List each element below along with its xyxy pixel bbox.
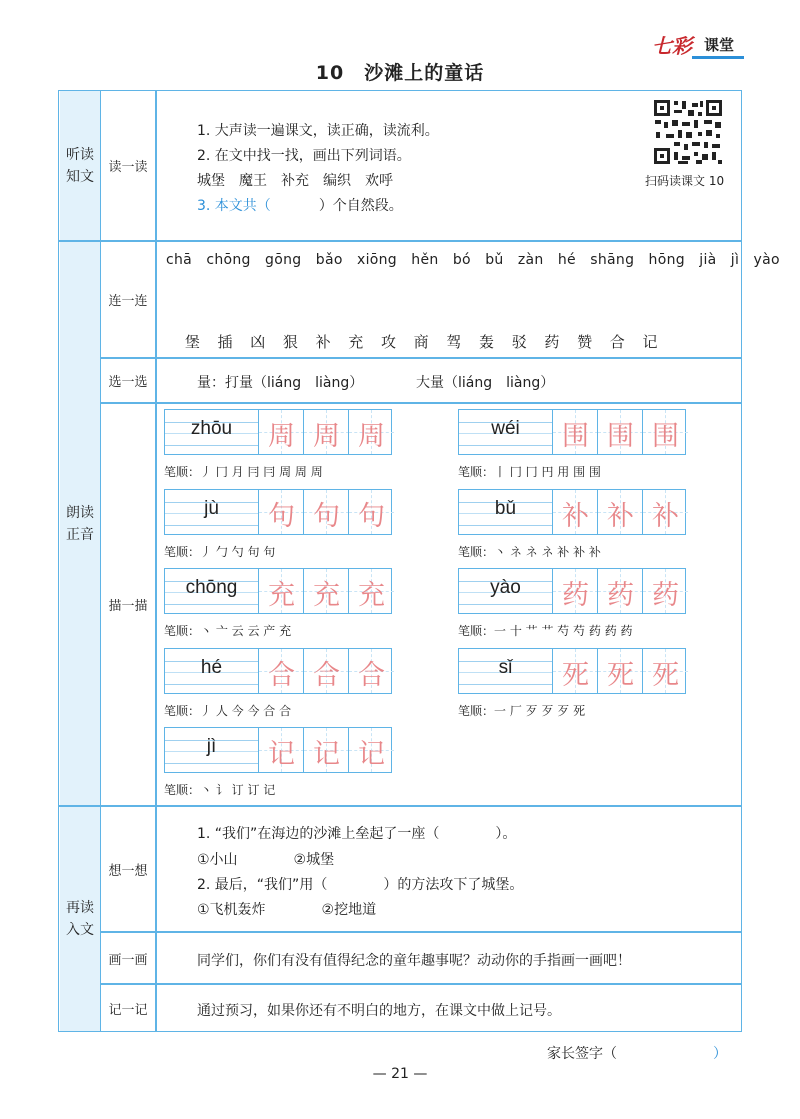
writing-grid	[458, 648, 686, 694]
sub-trace: 描一描	[108, 599, 148, 614]
connect-pinyin-row: chā chōng gōng bǎo xiōng hěn bó bǔ zàn hé shāng hōng jià jì yào	[166, 252, 780, 268]
stroke-order: 笔顺：丿 冂 月 冃 冃 周 周 周	[164, 465, 323, 479]
trace-pinyin: jù	[204, 498, 219, 519]
page-title	[0, 58, 800, 85]
section-reread: 再读 入文	[60, 807, 100, 1031]
trace-char[interactable]: 记	[268, 739, 295, 770]
stroke-order: 笔顺：丿 勹 勺 句 句	[164, 545, 276, 559]
connect-char[interactable]: 记	[642, 333, 658, 351]
trace-char[interactable]: 补	[652, 501, 679, 532]
trace-char[interactable]: 合	[358, 660, 385, 691]
row-divider	[99, 357, 742, 359]
writing-grid	[164, 489, 392, 535]
trace-char[interactable]: 药	[562, 580, 589, 611]
writing-grid	[164, 568, 392, 614]
writing-grid	[458, 409, 686, 455]
row-divider	[99, 931, 742, 933]
qr-label: 扫码读课文 10	[645, 174, 725, 188]
think-question-1: 1. “我们”在海边的沙滩上垒起了一座（ ）。	[197, 826, 517, 842]
stroke-order: 笔顺：一 十 艹 艹 芍 芍 药 药 药	[458, 624, 633, 638]
trace-char[interactable]: 围	[607, 421, 634, 452]
sub-read: 读一读	[108, 160, 148, 175]
sub-draw: 画一画	[108, 952, 148, 968]
qr-code-icon[interactable]	[652, 98, 724, 166]
connect-char[interactable]: 合	[609, 333, 625, 351]
trace-char[interactable]: 补	[562, 501, 589, 532]
sub-note: 记一记	[108, 1002, 148, 1018]
trace-char[interactable]: 药	[607, 580, 634, 611]
trace-char[interactable]: 死	[652, 660, 679, 691]
connect-char[interactable]: 药	[544, 333, 560, 351]
column-divider	[155, 90, 157, 1032]
connect-char[interactable]: 攻	[380, 333, 396, 351]
read-line-2: 2. 在文中找一找，画出下列词语。	[197, 148, 411, 164]
lesson-title: 沙滩上的童话	[364, 62, 485, 84]
writing-grid	[164, 409, 392, 455]
connect-char[interactable]: 驳	[511, 333, 527, 351]
trace-pinyin: bǔ	[494, 498, 517, 519]
connect-char[interactable]: 轰	[479, 333, 495, 351]
brand-name: 课堂	[704, 36, 735, 54]
connect-char[interactable]: 商	[413, 333, 429, 351]
trace-pinyin: wéi	[491, 418, 520, 439]
trace-pinyin: zhōu	[190, 418, 233, 439]
trace-char[interactable]: 围	[652, 421, 679, 452]
choose-item-2[interactable]: 大量（liáng liàng）	[416, 375, 555, 391]
trace-char[interactable]: 记	[313, 739, 340, 770]
think-options-1[interactable]: ①小山 ②城堡	[197, 852, 335, 868]
sub-connect: 连一连	[108, 294, 148, 309]
think-options-2[interactable]: ①飞机轰炸 ②挖地道	[197, 902, 377, 918]
trace-char[interactable]: 句	[268, 501, 295, 532]
trace-char[interactable]: 死	[607, 660, 634, 691]
connect-char[interactable]: 驾	[446, 333, 462, 351]
note-prompt: 通过预习，如果你还有不明白的地方，在课文中做上记号。	[197, 1003, 561, 1019]
sub-think: 想一想	[108, 863, 148, 879]
connect-char[interactable]: 插	[217, 333, 233, 351]
trace-pinyin: jì	[206, 736, 217, 757]
connect-char[interactable]: 赞	[577, 333, 593, 351]
draw-prompt: 同学们，你们有没有值得纪念的童年趣事呢？动动你的手指画一画吧！	[197, 953, 631, 969]
choose-item-1[interactable]: 量：打量（liáng liàng）	[197, 375, 364, 391]
stroke-order: 笔顺：一 厂 歹 歹 歹 死	[458, 704, 586, 718]
trace-char[interactable]: 药	[652, 580, 679, 611]
stroke-order: 笔顺：丶 ネ ネ ネ 补 补 补	[458, 545, 601, 559]
trace-char[interactable]: 充	[268, 580, 295, 611]
read-word-list: 城堡 魔王 补充 编织 欢呼	[197, 173, 393, 189]
stroke-order: 笔顺：丿 人 今 今 合 合	[164, 704, 292, 718]
trace-char[interactable]: 周	[268, 421, 295, 452]
trace-pinyin: hé	[200, 657, 223, 678]
section-read-aloud: 朗读 正音	[60, 242, 100, 805]
trace-pinyin: sǐ	[498, 657, 513, 678]
connect-char[interactable]: 凶	[250, 333, 266, 351]
parent-signature: 家长签字（ ）	[547, 1046, 727, 1062]
think-question-2: 2. 最后，“我们”用（ ）的方法攻下了城堡。	[197, 877, 524, 893]
brand-logo	[652, 30, 744, 60]
stroke-order: 笔顺：丶 亠 云 云 产 充	[164, 624, 292, 638]
trace-char[interactable]: 句	[358, 501, 385, 532]
writing-grid	[164, 727, 392, 773]
trace-char[interactable]: 合	[313, 660, 340, 691]
stroke-order: 笔顺：丨 冂 冂 円 用 围 围	[458, 465, 601, 479]
brand-script: 七彩	[652, 34, 692, 58]
trace-char[interactable]: 充	[358, 580, 385, 611]
connect-char[interactable]: 堡	[184, 333, 200, 351]
connect-char-row	[176, 331, 666, 352]
trace-char[interactable]: 补	[607, 501, 634, 532]
trace-char[interactable]: 死	[562, 660, 589, 691]
row-divider	[58, 240, 742, 242]
read-line-3: 3. 本文共（ ）个自然段。	[197, 198, 403, 214]
trace-char[interactable]: 句	[313, 501, 340, 532]
writing-grid	[458, 568, 686, 614]
row-divider	[58, 805, 742, 807]
connect-char[interactable]: 补	[315, 333, 331, 351]
row-divider	[99, 402, 742, 404]
connect-char[interactable]: 充	[348, 333, 364, 351]
section-listen-read: 听读 知文	[60, 91, 100, 240]
row-divider	[99, 983, 742, 985]
writing-grid	[458, 489, 686, 535]
trace-char[interactable]: 记	[358, 739, 385, 770]
sub-choose: 选一选	[108, 375, 148, 390]
trace-char[interactable]: 围	[562, 421, 589, 452]
read-line-1: 1. 大声读一遍课文，读正确，读流利。	[197, 123, 439, 139]
stroke-order: 笔顺：丶 讠 订 订 记	[164, 783, 276, 797]
trace-char[interactable]: 周	[358, 421, 385, 452]
trace-char[interactable]: 周	[313, 421, 340, 452]
writing-grid	[164, 648, 392, 694]
connect-char[interactable]: 狠	[282, 333, 298, 351]
page-number: — 21 —	[372, 1066, 428, 1082]
trace-char[interactable]: 充	[313, 580, 340, 611]
trace-char[interactable]: 合	[268, 660, 295, 691]
trace-pinyin: yào	[490, 577, 521, 598]
trace-pinyin: chōng	[185, 577, 238, 598]
lesson-number: 10	[315, 62, 345, 84]
